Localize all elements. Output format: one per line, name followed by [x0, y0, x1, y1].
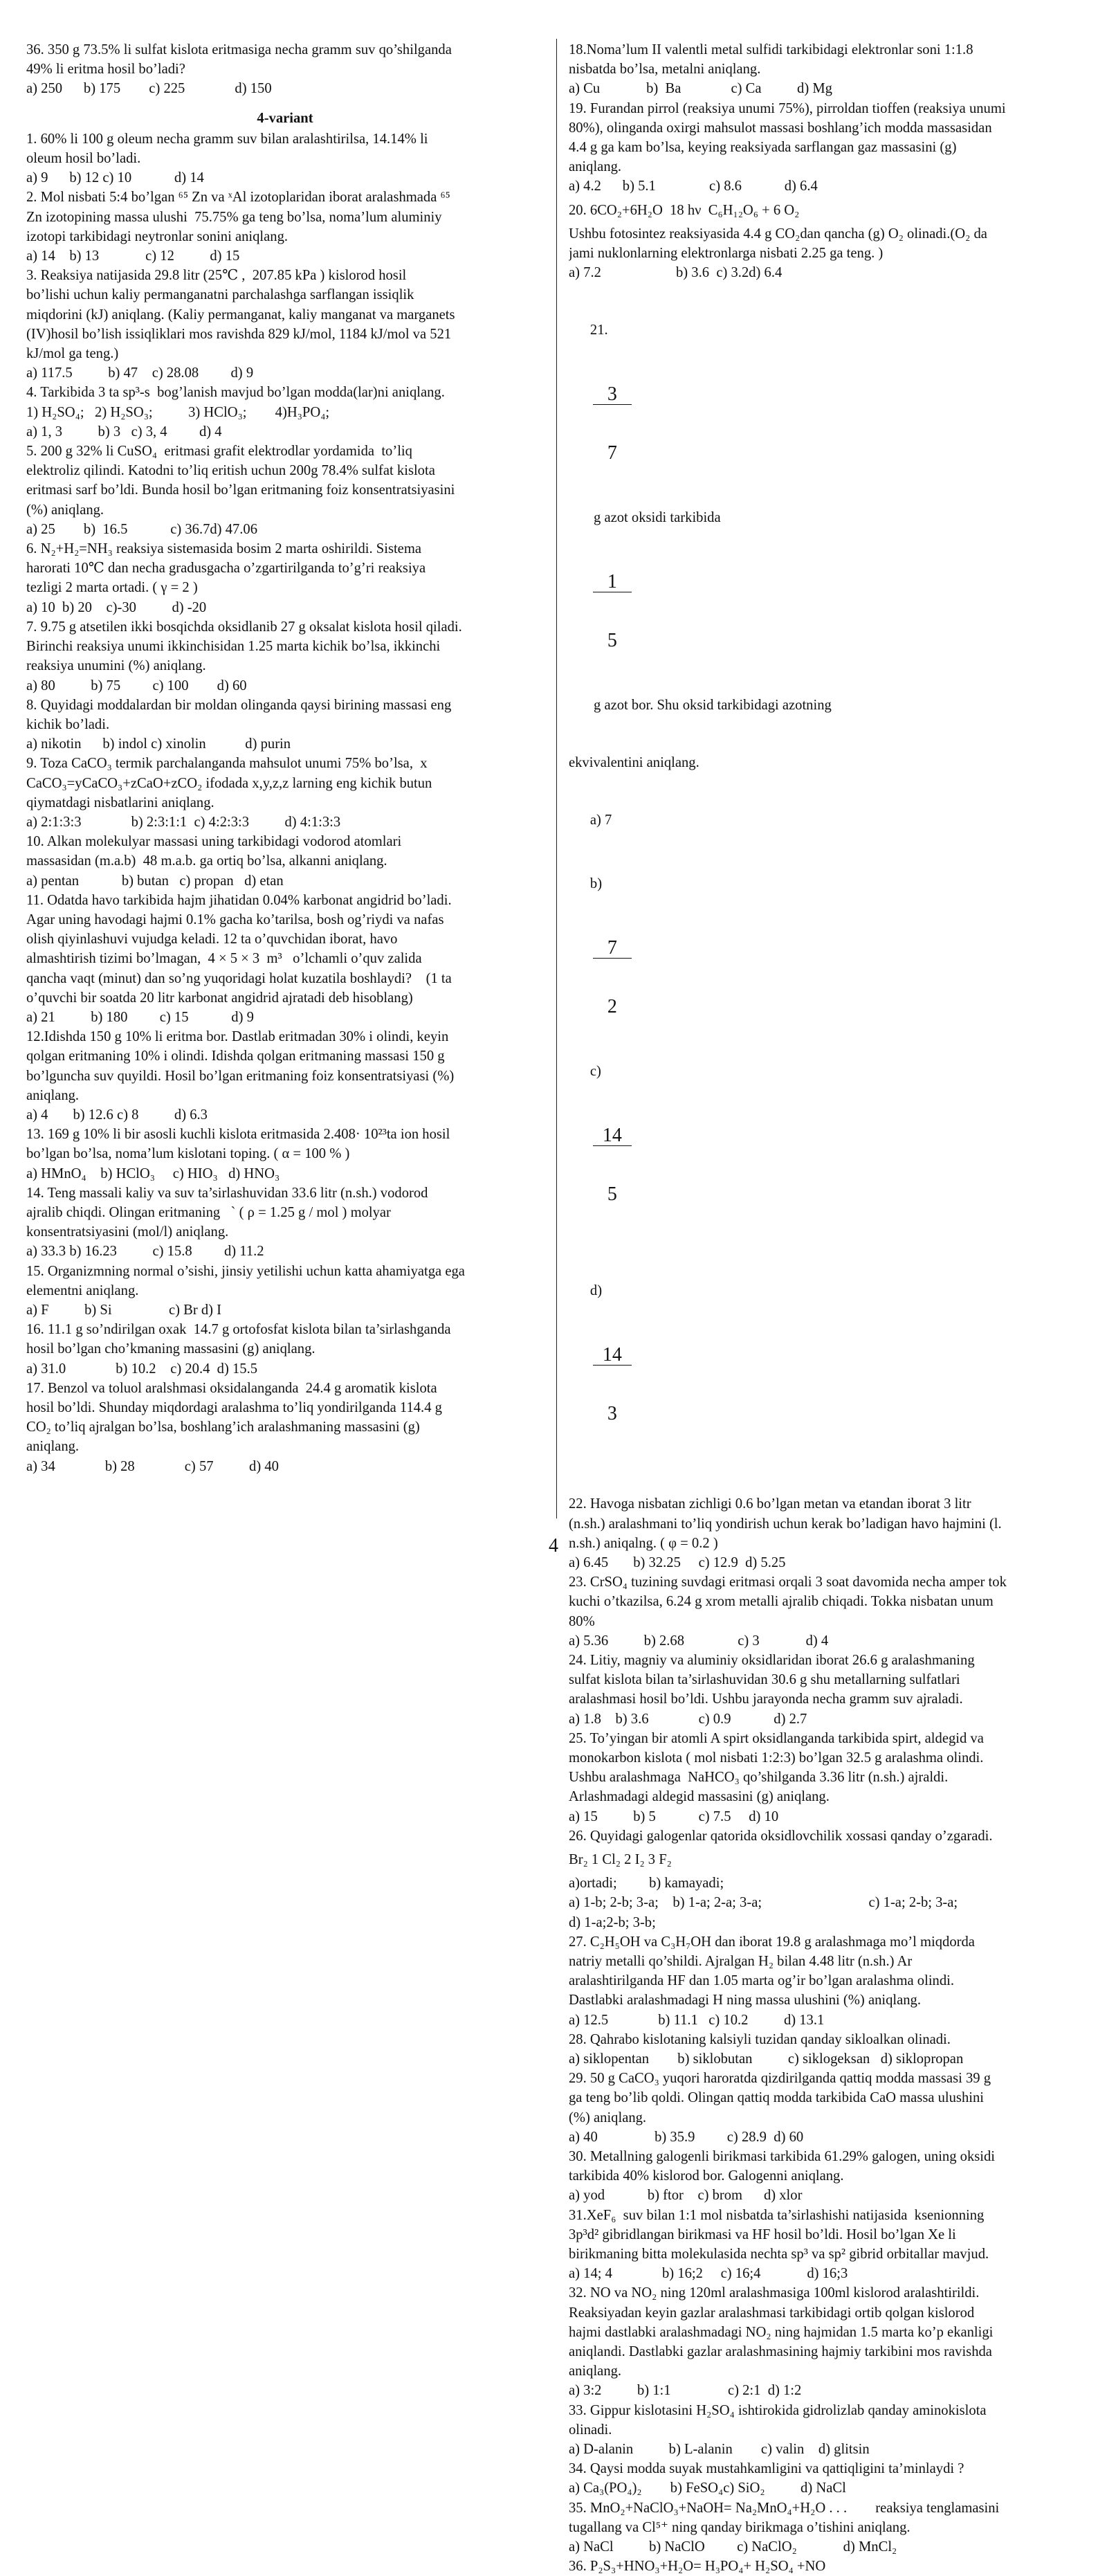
column-divider [556, 39, 557, 1518]
q21-answer-a: a) 7 [589, 813, 612, 828]
text-line: a) 80 b) 75 c) 100 d) 60 [26, 678, 247, 693]
text-line: elektroliz qilindi. Katodni to’liq eritish uchun 200g 78.4% sulfat kislota [26, 463, 435, 479]
text-line: Ushbu aralashmaga NaHCO₃ qo’shilganda 3.36 litr (n.sh.) ajraldi. [569, 1770, 949, 1786]
text-line: 8. Quyidagi moddalardan bir moldan olinganda qaysi birining massasi eng [26, 697, 452, 713]
text-line: 33. Gippur kislotasini H₂SO₄ ishtirokida gidrolizlab qanday aminokislota [569, 2402, 987, 2418]
text-line: konsentratsiyasini (mol/l) aniqlang. [26, 1224, 229, 1240]
text-line: Birinchi reaksiya unumi ikkinchisidan 1.25 marta kichik bo’lsa, ikkinchi [26, 639, 441, 655]
q21-fraction-1 [593, 346, 632, 502]
text-line: a) 4 b) 12.6 c) 8 d) 6.3 [26, 1107, 208, 1123]
text-line: aniqlang. [26, 1439, 80, 1455]
text-line: a) 12.5 b) 11.1 c) 10.2 d) 13.1 [569, 2012, 825, 2028]
text-line: 2. Mol nisbati 5:4 bo’lgan ⁶⁵ Zn va ˣAl izotoplaridan iborat aralashmada ⁶⁵ [26, 190, 450, 206]
text-line: massasidan (m.a.b) 48 m.a.b. ga ortiq bo’lsa, alkanni aniqlang. [26, 853, 387, 869]
text-line: 15. Organizmning normal o’sishi, jinsiy yetilishi uchun katta ahamiyatga ega [26, 1263, 465, 1279]
text-line: aralashtirilganda HF dan 1.05 marta og’ir bo’lgan aralashma olindi. [569, 1973, 955, 1989]
text-line: 16. 11.1 g so’ndirilgan oxak 14.7 g ortofosfat kislota bilan ta’sirlashganda [26, 1322, 451, 1338]
text-line: harorati 10℃ dan necha gradusgacha o’zgartirilganda to’g’ri reaksiya [26, 561, 426, 577]
text-line: bo’lgan bo’lsa, noma’lum kislotani toping. ( α = 100 % ) [26, 1146, 350, 1162]
text-line: 27. C₂H₅OH va C₃H₇OH dan iborat 19.8 g aralashmaga mo’l miqdorda [569, 1934, 975, 1950]
q21-answer-d-label: d) [589, 1283, 603, 1299]
text-line: Arlashmadagi aldegid massasini (g) aniqlang. [569, 1789, 830, 1805]
text-line: 1) H₂SO₄; 2) H₂SO₃; 3) HClO₃; 4)H₃PO₄; [26, 404, 330, 420]
text-line: a) 6.45 b) 32.25 c) 12.9 d) 5.25 [569, 1555, 786, 1571]
text-line: a) NaCl b) NaClO c) NaClO₂ d) MnCl₂ [569, 2539, 897, 2555]
text-line: a) 10 b) 20 c)-30 d) -20 [26, 599, 207, 615]
text-line: tarkibida 40% kislorod bor. Galogenni aniqlang. [569, 2168, 844, 2184]
text-line: n.sh.) aniqalng. ( φ = 0.2 ) [569, 1535, 718, 1551]
text-line: 5. 200 g 32% li CuSO₄ eritmasi grafit elektrodlar yordamida to’liq [26, 444, 412, 460]
text-line: izotopi tarkibidagi neytronlar sonini aniqlang. [26, 228, 289, 244]
text-line: o’quvchi bir soatda 20 litr karbonat angidrid ajratadi deb hisoblang) [26, 990, 413, 1006]
text-line: a) nikotin b) indol c) xinolin d) purin [26, 736, 291, 752]
text-line: d) 1-a;2-b; 3-b; [569, 1914, 656, 1930]
text-line: a) 1-b; 2-b; 3-a; b) 1-a; 2-a; 3-a; c) 1-a; 2-b; 3-a; [569, 1895, 958, 1911]
text-line: ajralib chiqdi. Olingan eritmaning ` ( ρ = 1.25 g / mol ) molyar [26, 1204, 391, 1220]
q21-text-middle: g azot oksidi tarkibida [589, 510, 721, 526]
text-line: a) yod b) ftor c) brom d) xlor [569, 2188, 803, 2204]
text-line: 34. Qaysi modda suyak mustahkamligini va qattiqligini ta’minlaydi ? [569, 2461, 964, 2477]
text-line: nisbatda bo’lsa, metalni aniqlang. [569, 62, 761, 78]
text-line: olish qiyinlashuvi vujudga keladi. 12 ta o’quvchidan iborat, havo [26, 932, 398, 947]
right-block-a [569, 40, 1079, 197]
question-21 [569, 282, 1079, 753]
question-20-equation: 20. 6CO₂+6H₂O 18 hν C₆H₁₂O₆ + 6 O₂ [569, 202, 800, 218]
text-line: bo’lguncha suv quyildi. Hosil bo’lgan eritmaning foiz konsentratsiyasi (%) [26, 1068, 455, 1084]
q21-fraction-2-numerator: 1 [593, 572, 632, 592]
text-line: 3. Reaksiya natijasida 29.8 litr (25℃ , 207.85 kPa ) kislorod hosil [26, 268, 407, 284]
text-line: 9. Toza CaCO₃ termik parchalanganda mahsulot unumi 75% bo’lsa, x [26, 756, 428, 772]
text-line: 10. Alkan molekulyar massasi uning tarkibidagi vodorod atomlari [26, 834, 402, 850]
variant-heading: 4-variant [257, 110, 313, 126]
text-line: a) 4.2 b) 5.1 c) 8.6 d) 6.4 [569, 179, 818, 194]
q21-answers [569, 772, 1079, 1494]
text-line: a) 25 b) 16.5 c) 36.7d) 47.06 [26, 521, 258, 537]
text-line: 18.Noma’lum II valentli metal sulfidi tarkibidagi elektronlar soni 1:1.8 [569, 42, 973, 57]
text-line: a) Cu b) Ba c) Ca d) Mg [569, 81, 832, 97]
text-line: natriy metalli qo’shildi. Ajralgan H₂ bilan 4.48 litr (n.sh.) Ar [569, 1953, 913, 1969]
text-line: Dastlabki aralashmadagi H ning massa ulushini (%) aniqlang. [569, 1993, 922, 2008]
text-line: 80% [569, 1613, 595, 1629]
q21-fraction-1-numerator: 3 [593, 385, 632, 405]
text-line: 4.4 g ga kam bo’lsa, keying reaksiyada sarflangan gaz massasini (g) [569, 140, 957, 156]
text-line: 14. Teng massali kaliy va suv ta’sirlashuvidan 33.6 litr (n.sh.) vodorod [26, 1185, 428, 1201]
text-line: hosil bo’ldi. Shunday miqdordagi aralashma to’liq yondirilganda 114.4 g [26, 1400, 442, 1416]
text-line: 12.Idishda 150 g 10% li eritma bor. Dastlab eritmadan 30% i olindi, keyin [26, 1029, 449, 1045]
text-line: elementni aniqlang. [26, 1282, 139, 1298]
text-line: aniqlang. [569, 2364, 622, 2379]
text-line: aniqlang. [569, 159, 622, 175]
text-line: (%) aniqlang. [26, 502, 104, 518]
left-main-block [26, 129, 544, 1476]
q21-answer-c-numerator: 14 [593, 1126, 632, 1146]
text-line: a) 33.3 b) 16.23 c) 15.8 d) 11.2 [26, 1244, 264, 1260]
text-line: 29. 50 g CaCO₃ yuqori haroratda qizdirilganda qattiq modda massasi 39 g [569, 2071, 991, 2087]
text-line: a) 14; 4 b) 16;2 c) 16;4 d) 16;3 [569, 2266, 848, 2282]
text-line: 36. 350 g 73.5% li sulfat kislota eritmasiga necha gramm suv qo’shilganda [26, 42, 452, 57]
text-line: Reaksiyadan keyin gazlar aralashmasi tarkibidagi ortib qolgan kislorod [569, 2305, 975, 2321]
text-line: (n.sh.) aralashmani to’liq yondirish uchun kerak bo’ladigan havo hajmini (l. [569, 1516, 1002, 1532]
text-line: a) 15 b) 5 c) 7.5 d) 10 [569, 1808, 779, 1824]
text-line: a) 2:1:3:3 b) 2:3:1:1 c) 4:2:3:3 d) 4:1:3:3 [26, 814, 341, 830]
text-line: a) siklopentan b) siklobutan c) siklogeksan d) siklopropan [569, 2051, 964, 2067]
text-line: monokarbon kislota ( mol nisbati 1:2:3) bo’lgan 32.5 g aralashma olindi. [569, 1750, 984, 1766]
text-line: a) 9 b) 12 c) 10 d) 14 [26, 170, 204, 186]
text-line: ga teng bo’lib qoldi. Olingan qattiq modda tarkibida CaO massa ulushini [569, 2090, 984, 2106]
text-line: a)ortadi; b) kamayadi; [569, 1876, 724, 1892]
text-line: 4. Tarkibida 3 ta sp³-s bog’lanish mavjud bo’lgan modda(lar)ni aniqlang. [26, 385, 445, 401]
text-line: 6. N₂+H₂=NH₃ reaksiya sistemasida bosim 2 marta oshirildi. Sistema [26, 541, 421, 557]
text-line: sulfat kislota bilan ta’sirlashuvidan 30.6 g shu metallarning sulfatlari [569, 1672, 960, 1688]
right-block-d [569, 1874, 1079, 2576]
text-line: Zn izotopining massa ulushi 75.75% ga teng bo’lsa, noma’lum aluminiy [26, 209, 442, 225]
text-line: a) 250 b) 175 c) 225 d) 150 [26, 81, 272, 97]
text-line: aniqlang. [26, 1087, 80, 1103]
text-line: CaCO₃=yCaCO₃+zCaO+zCO₂ ifodada x,y,z,z larning eng kichik butun [26, 775, 432, 791]
text-line: 23. CrSO₄ tuzining suvdagi eritmasi orqali 3 soat davomida necha amper tok [569, 1575, 1007, 1590]
text-line: a) 3:2 b) 1:1 c) 2:1 d) 1:2 [569, 2383, 802, 2399]
text-line: (%) aniqlang. [569, 2110, 647, 2125]
text-line: kJ/mol ga teng.) [26, 346, 119, 362]
text-line: 7. 9.75 g atsetilen ikki bosqichda oksidlanib 27 g oksalat kislota hosil qiladi. [26, 619, 462, 635]
q21-fraction-1-denominator: 7 [607, 442, 617, 464]
text-line: tugallang va Cl⁵⁺ ning qanday birikmaga o’tishini aniqlang. [569, 2519, 911, 2535]
text-line: (IV)hosil bo’lish issiqliklari mos ravishda 829 kJ/mol, 1184 kJ/mol va 521 [26, 326, 452, 342]
text-line: a) F b) Si c) Br d) I [26, 1303, 221, 1318]
text-line: a) 7.2 b) 3.6 c) 3.2d) 6.4 [569, 265, 783, 281]
q21-answer-b-label: b) [589, 876, 603, 892]
text-line: 1. 60% li 100 g oleum necha gramm suv bilan aralashtirilsa, 14.14% li [26, 131, 428, 147]
text-line: eritmasi sarf bo’ldi. Bunda hosil bo’lgan eritmaning foiz konsentratsiyasini [26, 482, 455, 498]
text-line: a) 40 b) 35.9 c) 28.9 d) 60 [569, 2129, 804, 2145]
text-line: 11. Odatda havo tarkibida hajm jihatidan 0.04% karbonat angidrid bo’ladi. [26, 892, 452, 908]
q21-answer-b-numerator: 7 [593, 938, 632, 959]
text-line: a) 34 b) 28 c) 57 d) 40 [26, 1458, 279, 1474]
text-line: hajmi dastlabki aralashmadagi NO₂ ning hajmidan 1.5 marta ko’p ekanligi [569, 2324, 994, 2340]
q21-second-line: ekvivalentini aniqlang. [569, 755, 699, 771]
text-line: CO₂ to’liq ajralgan bo’lsa, boshlang’ich aralashmaning massasini (g) [26, 1419, 420, 1435]
q21-answer-b-fraction [593, 900, 632, 1055]
q21-answer-c-label: c) [589, 1064, 601, 1080]
text-line: 17. Benzol va toluol aralshmasi oksidalanganda 24.4 g aromatik kislota [26, 1380, 437, 1396]
question-26-series: Br₂ 1 Cl₂ 2 I₂ 3 F₂ [569, 1852, 672, 1868]
page-number: 4 [549, 1535, 558, 1557]
text-line: 49% li eritma hosil bo’ladi? [26, 62, 185, 78]
text-line: a) 1.8 b) 3.6 c) 0.9 d) 2.7 [569, 1711, 807, 1727]
text-line: oleum hosil bo’ladi. [26, 151, 141, 167]
text-line: Ushbu fotosintez reaksiyasida 4.4 g CO₂dan qancha (g) O₂ olinadi.(O₂ da [569, 226, 987, 242]
right-block-b [569, 224, 1079, 283]
text-line: a) Ca₃(PO₄)₂ b) FeSO₄c) SiO₂ d) NaCl [569, 2480, 846, 2496]
text-line: a) 117.5 b) 47 c) 28.08 d) 9 [26, 365, 254, 381]
text-line: kuchi o’tkazilsa, 6.24 g xrom metalli ajralib chiqadi. Tokka nisbatan unum [569, 1594, 994, 1610]
text-line: a) pentan b) butan c) propan d) etan [26, 873, 284, 889]
text-line: aniqlandi. Dastlabki gazlar aralashmasining hajmiy tarkibini mos ravishda [569, 2343, 992, 2359]
text-line: a) 21 b) 180 c) 15 d) 9 [26, 1009, 254, 1025]
text-line: 3p³d² gibridlangan birikmasi va HF hosil bo’ldi. Hosil bo’lgan Xe li [569, 2226, 956, 2242]
q21-answer-d-fraction [593, 1307, 632, 1462]
text-line: almashtirish tizimi bo’lmagan, 4 × 5 × 3 m³ o’lchamli o’quv zalida [26, 951, 422, 967]
q21-answer-c-fraction [593, 1087, 632, 1243]
q21-answer-d-denominator: 3 [607, 1403, 617, 1425]
text-line: 24. Litiy, magniy va aluminiy oksidlaridan iborat 26.6 g aralashmaning [569, 1653, 975, 1669]
q21-answer-c-denominator: 5 [607, 1183, 617, 1206]
text-line: 32. NO va NO₂ ning 120ml aralashmasiga 100ml kislorod aralashtirildi. [569, 2285, 980, 2301]
q21-answer-b-denominator: 2 [607, 996, 617, 1018]
text-line: qiymatdagi nisbatlarini aniqlang. [26, 795, 214, 810]
text-line: 13. 169 g 10% li bir asosli kuchli kislota eritmasida 2.408· 10²³ta ion hosil [26, 1127, 450, 1143]
text-line: kichik bo’ladi. [26, 716, 110, 732]
left-column [26, 40, 544, 1476]
text-line: 36. P₂S₃+HNO₃+H₂O= H₃PO₄+ H₂SO₄ +NO [569, 2559, 826, 2575]
q21-fraction-2 [593, 534, 632, 689]
text-line: 30. Metallning galogenli birikmasi tarkibida 61.29% galogen, uning oksidi [569, 2148, 996, 2164]
text-line: 80%), olinganda oxirgi mahsulot massasi boshlang’ich modda massasidan [569, 120, 992, 136]
text-line: a) 31.0 b) 10.2 c) 20.4 d) 15.5 [26, 1361, 258, 1377]
q21-fraction-2-denominator: 5 [607, 630, 617, 652]
text-line: a) 1, 3 b) 3 c) 3, 4 d) 4 [26, 424, 222, 439]
text-line: reaksiya unumini (%) aniqlang. [26, 658, 206, 674]
text-line: a) 5.36 b) 2.68 c) 3 d) 4 [569, 1633, 829, 1649]
text-line: miqdorini (kJ) aniqlang. (Kaliy permanganat, kaliy manganat va marganets [26, 307, 455, 323]
text-line: aralashmasi hosil bo’ldi. Ushbu jarayonda necha gramm suv ajraladi. [569, 1691, 963, 1707]
text-line: tezligi 2 marta ortadi. ( γ = 2 ) [26, 580, 198, 596]
text-line: olinadi. [569, 2422, 612, 2438]
right-column [569, 40, 1079, 2576]
q21-number: 21. [589, 323, 608, 338]
text-line: 31.XeF₆ suv bilan 1:1 mol nisbatda ta’sirlashishi natijasida ksenionning [569, 2207, 985, 2223]
text-line: 25. To’yingan bir atomli A spirt oksidlanganda tarkibida spirt, aldegid va [569, 1730, 984, 1746]
text-line: 19. Furandan pirrol (reaksiya unumi 75%), pirroldan tioffen (reaksiya unumi [569, 100, 1006, 116]
text-line: jami nuklonlarning elektronlarga nisbati 2.25 ga teng. ) [569, 245, 884, 261]
text-line: qolgan eritmaning 10% i olindi. Idishda qolgan eritmaning massasi 150 g [26, 1049, 445, 1064]
text-line: 22. Havoga nisbatan zichligi 0.6 bo’lgan metan va etandan iborat 3 litr [569, 1496, 971, 1512]
q21-answer-d-numerator: 14 [593, 1345, 632, 1366]
text-line: birikmaning bitta molekulasida nechta sp³ va sp² gibrid orbitallar mavjud. [569, 2246, 989, 2262]
text-line: a) D-alanin b) L-alanin c) valin d) glitsin [569, 2441, 870, 2457]
q21-text-end: g azot bor. Shu oksid tarkibidagi azotning [589, 698, 832, 714]
text-line: a) HMnO₄ b) HClO₃ c) HIO₃ d) HNO₃ [26, 1165, 280, 1181]
text-line: 35. MnO₂+NaClO₃+NaOH= Na₂MnO₄+H₂O . . . reaksiya tenglamasini [569, 2500, 1000, 2516]
text-line: Agar uning havodagi hajmi 0.1% gacha ko’tarilsa, bosh og’riydi va nafas [26, 911, 444, 927]
text-line: 28. Qahrabo kislotaning kalsiyli tuzidan qanday sikloalkan olinadi. [569, 2031, 951, 2047]
text-line: 26. Quyidagi galogenlar qatorida oksidlovchilik xossasi qanday o’zgaradi. [569, 1828, 993, 1844]
text-line: hosil bo’lgan cho’kmaning massasini (g) aniqlang. [26, 1341, 315, 1357]
text-line: bo’lishi uchun kaliy permanganatni parchalashga sarflangan issiqlik [26, 287, 414, 303]
text-line: qancha vaqt (minut) dan so’ng yuqoridagi holat kuzatila boshlaydi? (1 ta [26, 970, 452, 986]
text-line: a) 14 b) 13 c) 12 d) 15 [26, 248, 240, 264]
left-top-block [26, 40, 544, 99]
